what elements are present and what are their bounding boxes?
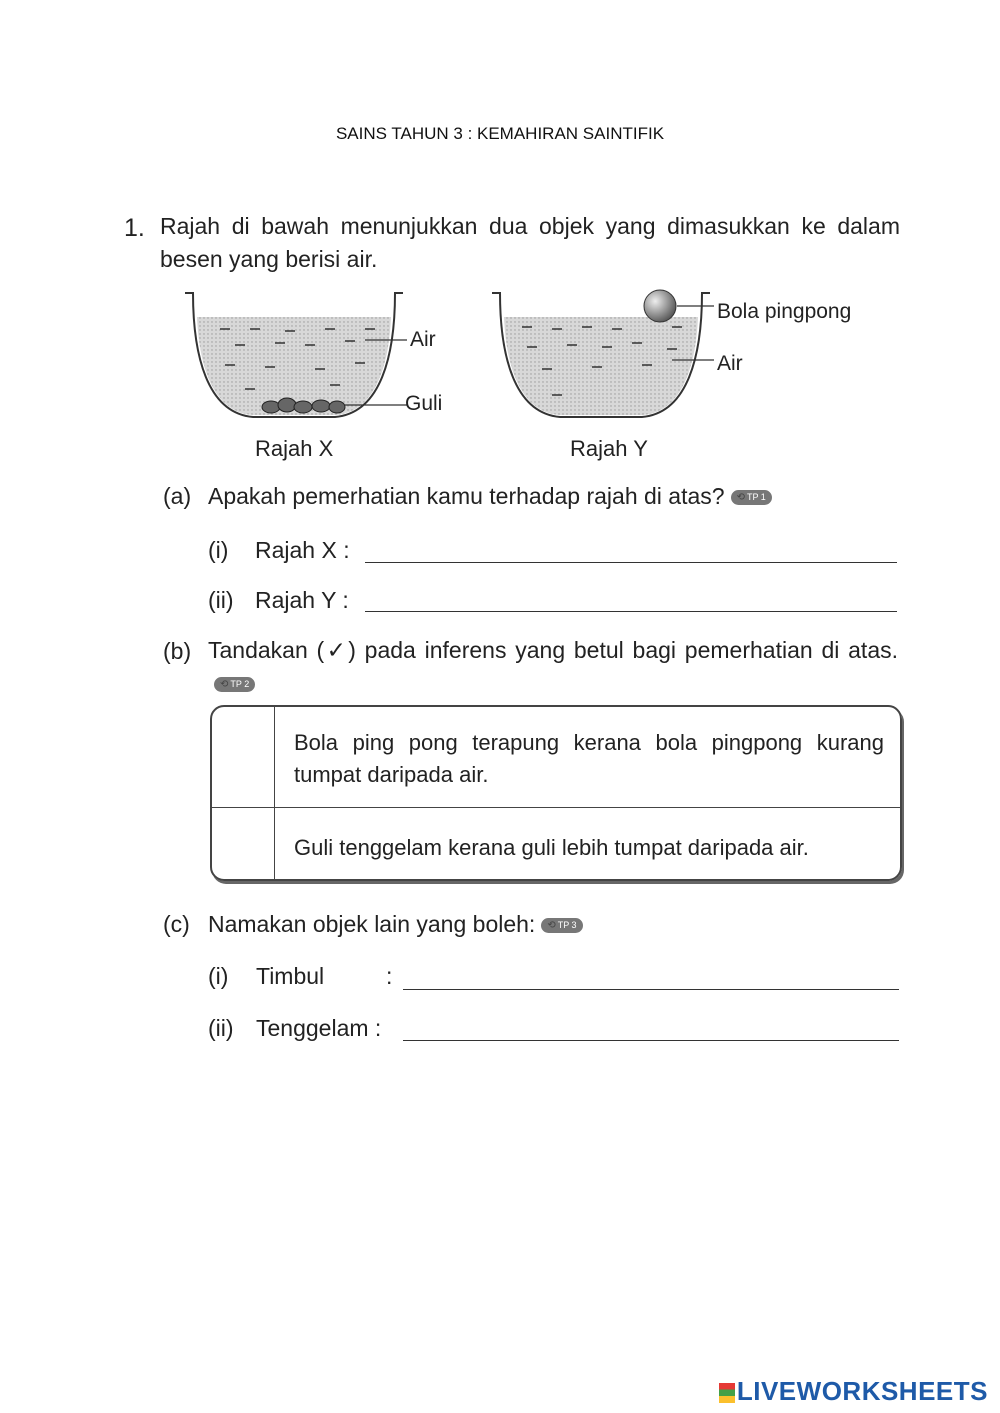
part-c-ii-marker: (ii) [208,1015,234,1041]
checkbox-option-1[interactable] [212,707,274,807]
answer-line-a-ii[interactable] [365,611,897,612]
part-c-i-marker: (i) [208,963,229,989]
part-b-prompt: Tandakan (✓) pada inferens yang betul bagi pemerhatian di atas. [208,637,898,663]
tp1-badge: ⟲ TP 1 [731,490,772,505]
checkbox-option-2[interactable] [212,808,274,879]
part-c-ii-label: Tenggelam : [256,1015,382,1041]
diagram-y-label-water: Air [717,352,743,375]
answer-line-c-ii[interactable] [403,1040,899,1041]
part-c-i-label: Timbul [256,963,325,989]
part-c-prompt-row [208,908,583,941]
answer-line-c-i[interactable] [403,989,899,990]
part-c-prompt: Namakan objek lain yang boleh: [208,911,536,937]
part-a-prompt-row [208,480,772,513]
diagram-x-label-water: Air [410,328,436,351]
diagram-y-caption: Rajah Y [570,436,648,461]
part-a-marker: (a) [163,483,192,509]
part-a-i-marker: (i) [208,537,229,563]
diagram-x-caption: Rajah X [255,436,334,461]
part-a-ii-label: Rajah Y : [255,587,349,613]
liveworksheets-brand: LIVEWORKSHEETS [736,1376,988,1406]
part-b-marker: (b) [163,638,192,664]
diagram-y-label-object: Bola pingpong [717,300,852,323]
part-a-i-label: Rajah X : [255,537,350,563]
part-c-marker: (c) [163,911,190,937]
part-a-prompt: Apakah pemerhatian kamu terhadap rajah di atas? [208,483,725,509]
liveworksheets-logo-icon [719,1383,735,1403]
answer-line-a-i[interactable] [365,562,897,563]
question-number: 1. [124,214,145,242]
diagram-x-label-object: Guli [405,392,443,415]
diagram-y [482,285,722,425]
part-a-ii-marker: (ii) [208,587,234,613]
table-column-divider [274,707,275,879]
tp3-badge: ⟲ TP 3 [541,918,582,933]
part-c-i-colon: : [386,963,393,989]
question-text: Rajah di bawah menunjukkan dua objek yang dimasukkan ke dalam besen yang berisi air. [160,213,900,272]
liveworksheets-logo [719,1376,988,1407]
tp2-badge: ⟲ TP 2 [214,677,255,692]
page-title: SAINS TAHUN 3 : KEMAHIRAN SAINTIFIK [335,124,665,143]
option-2-text: Guli tenggelam kerana guli lebih tumpat daripada air. [294,835,809,860]
option-1-text: Bola ping pong terapung kerana bola pingpong kurang tumpat daripada air. [294,730,884,787]
part-b-prompt-row [208,634,898,700]
inference-table [210,705,902,881]
table-row-divider [212,807,900,808]
